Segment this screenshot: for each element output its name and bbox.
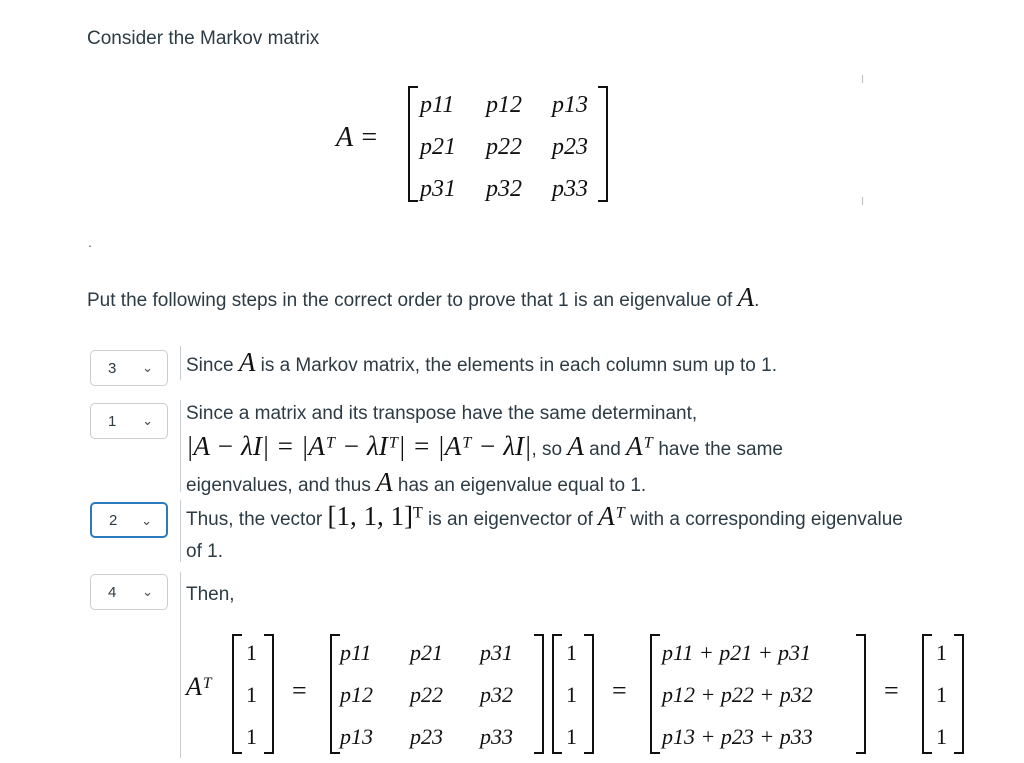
right-bracket — [534, 634, 544, 754]
order-select-step-2[interactable] — [90, 403, 168, 439]
right-bracket — [598, 86, 608, 202]
left-bracket — [922, 634, 932, 754]
selected-value: 2 — [109, 511, 118, 529]
scroll-tick — [862, 197, 863, 205]
instruction-text: Put the following steps in the correct order to prove that 1 is an eigenvalue of A. — [87, 282, 760, 312]
selected-value: 1 — [108, 412, 117, 430]
matrix-a-entries — [420, 84, 618, 210]
divider — [180, 500, 181, 562]
selected-value: 3 — [108, 359, 117, 377]
matrix-a-lhs: A = — [336, 122, 379, 153]
period-mark: . — [88, 234, 92, 250]
entry: p13 — [552, 91, 588, 118]
right-bracket — [954, 634, 964, 754]
step-text-3: Thus, the vector [1, 1, 1]ᵀ is an eigenvector of Aᵀ with a corresponding eigenvalue of 1. — [186, 501, 903, 562]
intro-text: Consider the Markov matrix — [87, 28, 320, 49]
ones-vector: 1 1 1 — [566, 640, 577, 749]
column-sums-vector: p11 + p21 + p31 p12 + p22 + p32 p13 + p23 + p33 — [662, 640, 813, 749]
equation-lhs: Aᵀ — [186, 672, 212, 701]
left-bracket — [330, 634, 340, 754]
ones-vector: 1 1 1 — [936, 640, 947, 749]
transpose-matrix: p11 p21 p31 p12 p22 p32 p13 p23 p33 — [340, 640, 513, 749]
order-select-step-3[interactable] — [90, 502, 168, 538]
selected-value: 4 — [108, 583, 117, 601]
left-bracket — [552, 634, 562, 754]
chevron-down-icon: ⌄ — [141, 513, 152, 528]
entry: p11 — [420, 91, 455, 118]
right-bracket — [856, 634, 866, 754]
left-bracket — [650, 634, 660, 754]
step-text-2: Since a matrix and its transpose have the same determinant, |A − λI| = |Aᵀ − λIᵀ| = |Aᵀ − λI|, so A and Aᵀ have the same eigenvalues, and thus A has an eigenvalue equal to 1. — [186, 403, 783, 497]
entry: p21 — [420, 133, 456, 160]
entry: p22 — [486, 133, 522, 160]
matrix-a-display — [336, 84, 616, 206]
chevron-down-icon: ⌄ — [142, 360, 153, 375]
equals-sign: = — [292, 676, 307, 705]
entry: p31 — [420, 175, 456, 202]
step-text-1: Since A is a Markov matrix, the elements in each column sum up to 1. — [186, 347, 777, 377]
scroll-tick — [862, 75, 863, 83]
order-select-step-1[interactable] — [90, 350, 168, 386]
left-bracket — [232, 634, 242, 754]
divider — [180, 346, 181, 380]
chevron-down-icon: ⌄ — [142, 584, 153, 599]
left-bracket — [408, 86, 418, 202]
divider — [180, 400, 181, 492]
right-bracket — [584, 634, 594, 754]
entry: p23 — [552, 133, 588, 160]
chevron-down-icon: ⌄ — [142, 413, 153, 428]
equals-sign: = — [612, 676, 627, 705]
entry: p12 — [486, 91, 522, 118]
order-select-step-4[interactable] — [90, 574, 168, 610]
eigen-equation — [180, 628, 980, 758]
equals-sign: = — [884, 676, 899, 705]
entry: p33 — [552, 175, 588, 202]
ones-vector: 1 1 1 — [246, 640, 257, 749]
entry: p32 — [486, 175, 522, 202]
step-text-4: Then, — [186, 584, 235, 605]
right-bracket — [264, 634, 274, 754]
